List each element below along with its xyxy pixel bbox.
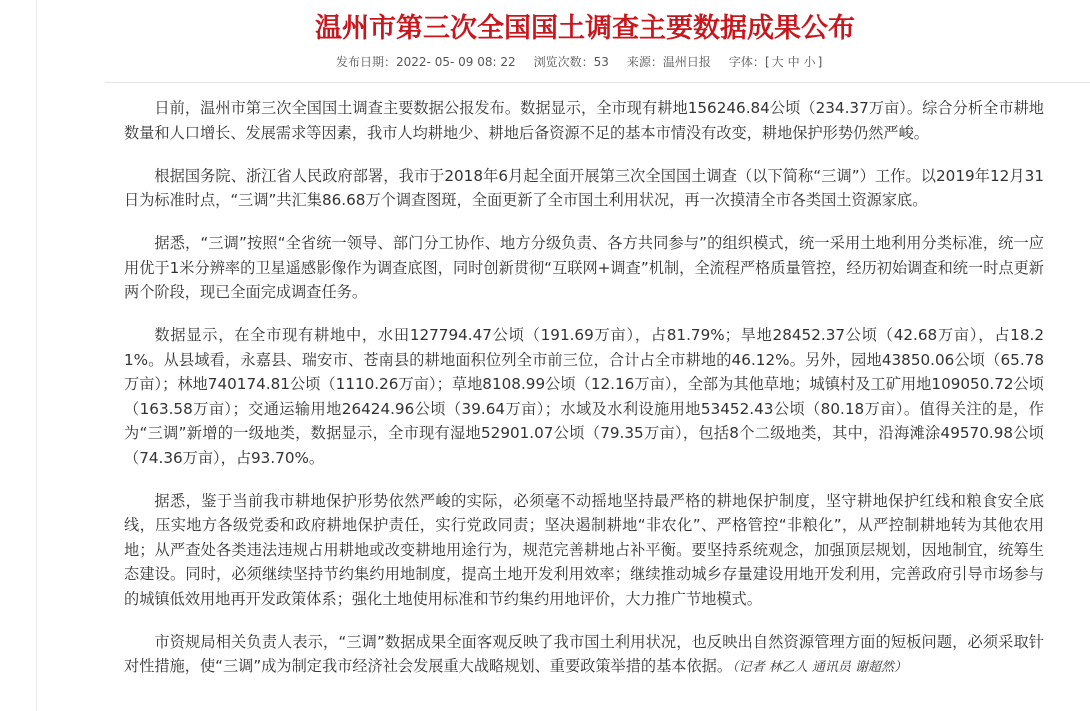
font-medium-button[interactable]: 中 <box>787 55 800 69</box>
article-signature: （记者 林乙人 通讯员 谢超然） <box>732 660 907 675</box>
font-small-button[interactable]: 小 <box>803 55 816 69</box>
source-name: 温州日报 <box>662 55 711 69</box>
article-meta <box>336 53 822 70</box>
font-large-button[interactable]: 大 <box>771 55 784 69</box>
publish-date: 2022- 05- 09 08: 22 <box>396 54 516 69</box>
article-paragraph-last <box>124 630 1044 681</box>
article-paragraph-text: 市资规局相关负责人表示，“三调”数据成果全面客观反映了我市国土利用状况，也反映出自然资源管理方面的短板问题，必须采取针对性措施，使“三调”成为制定我市经济社会发展重大战略规划、重要政策举措的基本依据。 <box>124 632 1044 675</box>
publish-date-label: 发布日期： <box>336 55 397 69</box>
article-paragraph: 日前，温州市第三次全国国土调查主要数据公报发布。数据显示，全市现有耕地156246.84公顷（234.37万亩）。综合分析全市耕地数量和人口增长、发展需求等因素，我市人均耕地少、耕地后备资源不足的基本市情没有改变，耕地保护形势仍然严峻。 <box>124 99 1044 142</box>
views-label: 浏览次数： <box>533 55 594 69</box>
views-count: 53 <box>593 54 609 69</box>
article-paragraph: 据悉，鉴于当前我市耕地保护形势依然严峻的实际，必须毫不动摇地坚持最严格的耕地保护制度，坚守耕地保护红线和粮食安全底线，压实地方各级党委和政府耕地保护责任，实行党政同责；坚决遏制耕地“非农化”、严格管控“非粮化”，从严控制耕地转为其他农用地；从严查处各类违法违规占用耕地或改变耕地用途行为，规范完善耕地占补平衡。要坚持系统观念，加强顶层规划，因地制宜，统筹生态建设。同时，必须继续坚持节约集约用地制度，提高土地开发利用效率；继续推动城乡存量建设用地开发利用，完善政府引导市场参与的城镇低效用地再开发政策体系；强化土地使用标准和节约集约用地评价，大力推广节地模式。 <box>124 491 1044 608</box>
article-title: 温州市第三次全国国土调查主要数据成果公布 <box>315 13 855 44</box>
font-bracket-close: ] <box>817 54 823 69</box>
article-paragraph: 数据显示，在全市现有耕地中，水田127794.47公顷（191.69万亩），占81.79%；旱地28452.37公顷（42.68万亩），占18.21%。从县域看，永嘉县、瑞安市、苍南县的耕地面积位列全市前三位，合计占全市耕地的46.12%。另外，园地43850.06公顷（65.78万亩）；林地740174.81公顷（1110.26万亩）；草地8108.99公顷（12.16万亩），全部为其他草地；城镇村及工矿用地109050.72公顷（163.58万亩）；交通运输用地26424.96公顷（39.64万亩）；水域及水利设施用地53452.43公顷（80.18万亩）。值得关注的是，作为“三调”新增的一级地类，数据显示，全市现有湿地52901.07公顷（79.35万亩），包括8个二级地类，其中，沿海滩涂49570.98公顷（74.36万亩），占93.70%。 <box>124 326 1044 467</box>
left-border <box>36 0 37 711</box>
article-paragraph: 根据国务院、浙江省人民政府部署，我市于2018年6月起全面开展第三次全国国土调查（以下简称“三调”）工作。以2019年12月31日为标准时点，“三调”共汇集86.68万个调查图斑，全面更新了全市国土利用状况，再一次摸清全市各类国土资源家底。 <box>124 166 1044 209</box>
article-paragraph: 据悉，“三调”按照“全省统一领导、部门分工协作、地方分级负责、各方共同参与”的组织模式，统一采用土地利用分类标准，统一应用优于1米分辨率的卫星遥感影像作为调查底图，同时创新贯彻“互联网+调查”机制，全流程严格质量管控，经历初始调查和统一时点更新两个阶段，现已全面完成调查任务。 <box>124 234 1044 301</box>
font-bracket-open: [ <box>764 54 770 69</box>
font-size-label: 字体： <box>728 55 765 69</box>
article-body <box>124 96 1044 699</box>
header-divider <box>105 82 1090 83</box>
source-label: 来源： <box>626 55 663 69</box>
